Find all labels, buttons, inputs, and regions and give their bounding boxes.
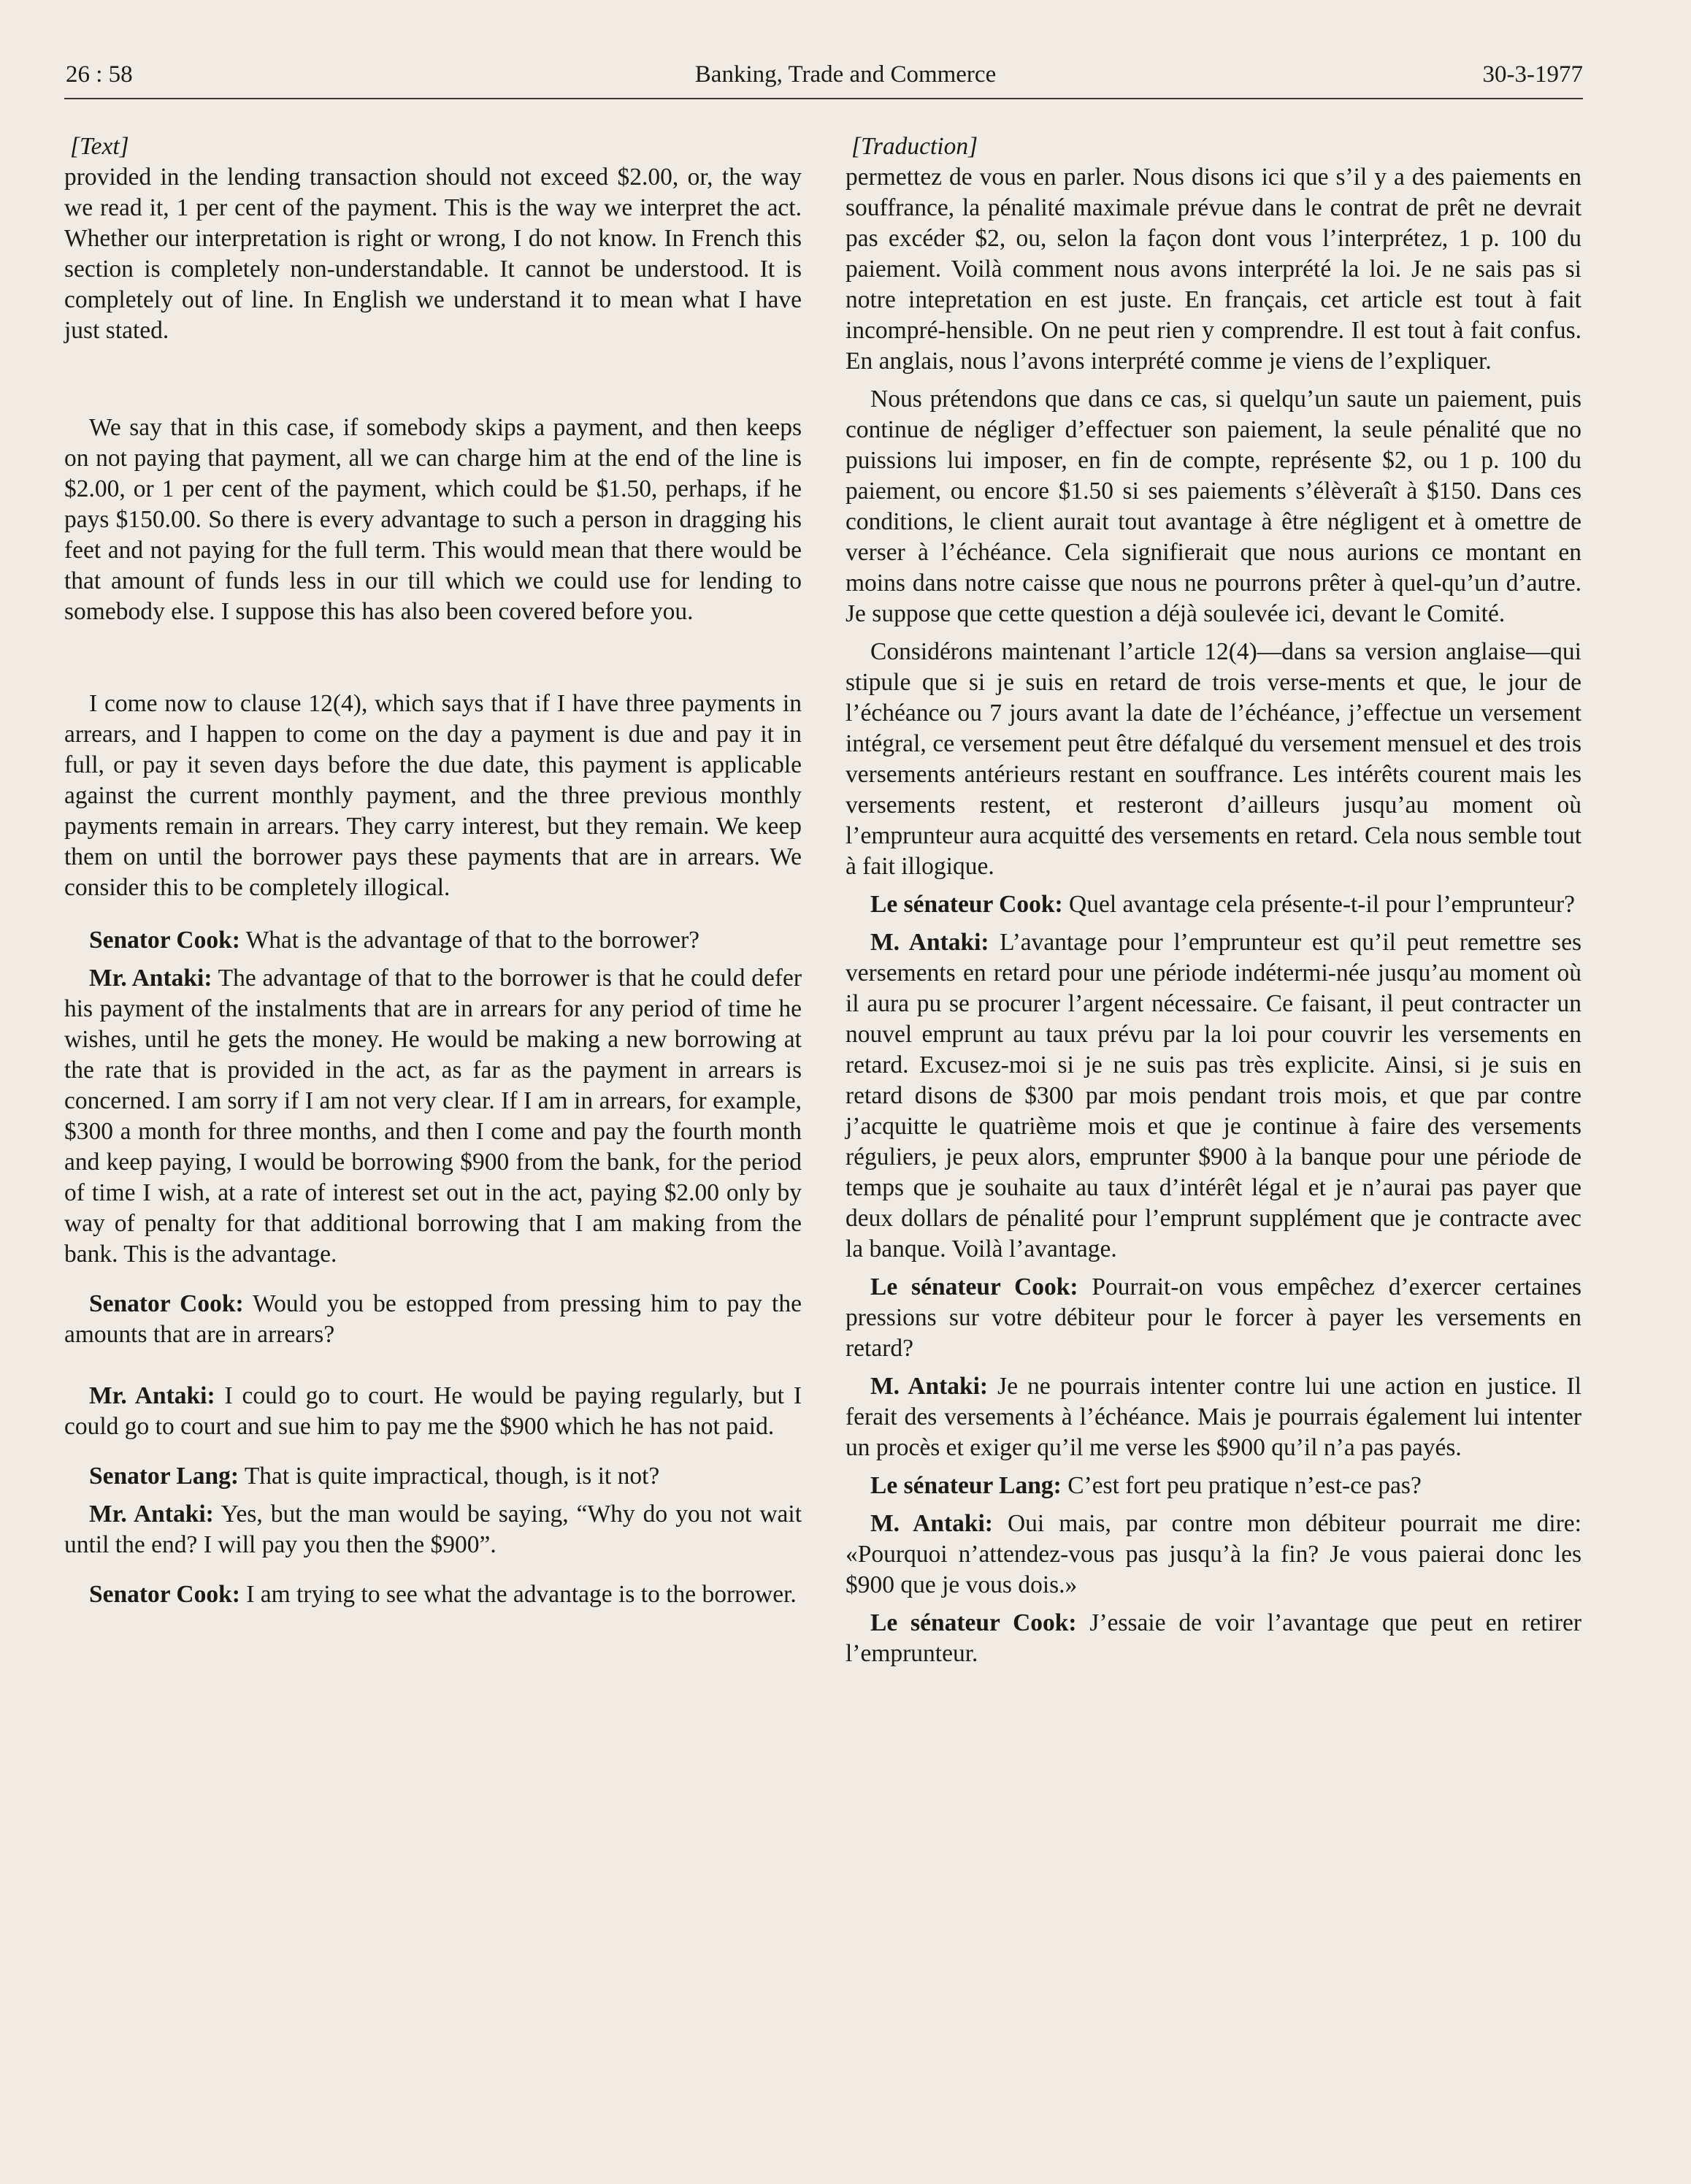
speaker: M. Antaki: [870, 1510, 993, 1537]
speaker: Mr. Antaki: [89, 965, 212, 992]
speech-text: Oui mais, par contre mon débiteur pourrait me dire: «Pourquoi n’attendez-vous pas jusqu’à la fin? Je vous paierai donc les $900 que je vous dois.» [846, 1510, 1581, 1598]
page-date: 30-3-1977 [1482, 61, 1583, 88]
speech-text: I am trying to see what the advantage is to the borrower. [239, 1581, 797, 1608]
speaker: Mr. Antaki: [89, 1501, 214, 1528]
speech [846, 1471, 1581, 1501]
speech-text: The advantage of that to the borrower is that he could defer his payment of the instalments that are in arrears for any period of time he wishes, until he gets the money. He would be making a new borrowing at the rate that is provided in the act, as far as the payment in arrears is concerned. I am sorry if I am not very clear. If I am in arrears, for example, $300 a month for three months, and then I come and pay the fourth month and keep paying, I would be borrowing $900 from the bank, for the period of time I wish, at a rate of interest set out in the act, paying $2.00 only by way of penalty for that additional borrowing that I am making from the bank. This is the advantage. [64, 965, 802, 1268]
speech [64, 1579, 802, 1610]
paragraph: Nous prétendons que dans ce cas, si quelqu’un saute un paiement, puis continue de négliger d’effectuer son paiement, la seule pénalité que no puissions lui imposer, en fin de compte, représente $2, ou 1 p. 100 du paiement, ou encore $1.50 si ses paiements s’élèveraît à $150. Dans ces conditions, le client aurait tout avantage à être négligent et à omettre de verser à l’échéance. Cela signifierait que nous aurions ce montant en moins dans notre caisse que nous ne pourrons prêter à quel-qu’un d’autre. Je suppose que cette question a déjà soulevée ici, devant le Comité. [846, 386, 1581, 627]
speech [846, 927, 1581, 1265]
speaker: M. Antaki: [870, 1373, 989, 1400]
speech [64, 1461, 802, 1492]
speech-text: Would you be estopped from pressing him to pay the amounts that are in arrears? [64, 1290, 802, 1348]
speaker: Le sénateur Cook: [870, 1273, 1078, 1300]
section-tag: [Text] [70, 133, 129, 160]
header-rule [64, 98, 1583, 99]
paragraph: Considérons maintenant l’article 12(4)—dans sa version anglaise—qui stipule que si je suis en retard de trois verse-ments et que, le jour de l’échéance ou 7 jours avant la date de l’échéance, j’effectue un versement intégral, ce versement peut être défalqué du versement mensuel et des trois versements antérieurs restant en souffrance. Les intérêts courent mais les versements restent, et resteront d’ailleurs jusqu’au moment où l’emprunteur aura acquitté des versements en retard. Cela nous semble tout à fait illogique. [846, 638, 1581, 880]
speech [64, 1289, 802, 1350]
speaker: Senator Cook: [89, 927, 240, 954]
page-number: 26 : 58 [66, 61, 133, 88]
speaker: Mr. Antaki: [89, 1382, 215, 1409]
running-title: Banking, Trade and Commerce [694, 61, 997, 88]
speaker: Le sénateur Cook: [870, 1609, 1077, 1636]
speech-text: C’est fort peu pratique n’est-ce pas? [1061, 1472, 1422, 1499]
speaker: Senator Lang: [89, 1463, 239, 1490]
french-column [846, 131, 1581, 1669]
speech-text: J’essaie de voir l’avantage que peut en retirer l’emprunteur. [846, 1609, 1581, 1667]
speech [846, 1272, 1581, 1364]
speech [64, 1381, 802, 1442]
speaker: M. Antaki: [870, 929, 989, 956]
speech-text: Pourrait-on vous empêchez d’exercer certaines pressions sur votre débiteur pour le forcer à payer les versements en retard? [846, 1273, 1581, 1362]
speaker: Le sénateur Cook: [870, 891, 1063, 918]
speech-text: L’avantage pour l’emprunteur est qu’il peut remettre ses versements en retard pour une période indétermi-née jusqu’au moment où il aura pu se procurer l’argent nécessaire. Ce faisant, il peut contracter un nouvel emprunt au taux prévu par la loi pour couvrir les versements en retard. Excusez-moi si je ne suis pas très explicite. Ainsi, si je suis en retard disons de $300 par mois pendant trois mois, et que par contre j’acquitte le quatrième mois et que je continue à faire des versements réguliers, je peux alors, emprunter $900 à la banque pour une période de temps que je souhaite au taux d’intérêt légal et je n’aurai pas payer que deux dollars de pénalité pour l’emprunt supplément que je contracte avec la banque. Voilà l’avantage. [846, 929, 1581, 1262]
paragraph: I come now to clause 12(4), which says that if I have three payments in arrears, and I happen to come on the day a payment is due and pay it in full, or pay it seven days before the due date, this payment is applicable against the current monthly payment, and the three previous monthly payments remain in arrears. They carry interest, but they remain. We keep them on until the borrower pays these payments that are in arrears. We consider this to be completely illogical. [64, 690, 802, 901]
speech [846, 1509, 1581, 1601]
speaker: Le sénateur Lang: [870, 1472, 1062, 1499]
speech [64, 1499, 802, 1560]
english-column [64, 131, 802, 1610]
speech-text: What is the advantage of that to the borrower? [239, 927, 700, 954]
speech [846, 889, 1581, 920]
paragraph: We say that in this case, if somebody skips a payment, and then keeps on not paying that payment, all we can charge him at the end of the line is $2.00, or 1 per cent of the payment, which could be $1.50, perhaps, if he pays $150.00. So there is every advantage to such a person in dragging his feet and not paying for the full term. This would mean that there would be that amount of funds less in our till which we could use for lending to somebody else. I suppose this has also been covered before you. [64, 414, 802, 625]
speech-text: I could go to court. He would be paying regularly, but I could go to court and sue him to pay me the $900 which he has not paid. [64, 1382, 802, 1440]
speech-text: Je ne pourrais intenter contre lui une action en justice. Il ferait des versements à l’échéance. Mais je pourrais également lui intenter un procès et exiger qu’il me verse les $900 qu’il n’a pas payés. [846, 1373, 1581, 1461]
speech [846, 1371, 1581, 1463]
section-tag: [Traduction] [851, 133, 978, 160]
speech [64, 963, 802, 1270]
speech-text: Quel avantage cela présente-t-il pour l’emprunteur? [1062, 891, 1575, 918]
speaker: Senator Cook: [89, 1581, 240, 1608]
paragraph: permettez de vous en parler. Nous disons ici que s’il y a des paiements en souffrance, la pénalité maximale prévue dans le contrat de prêt ne devrait pas excéder $2, ou, selon la façon dont vous l’interprétez, 1 p. 100 du paiement. Voilà comment nous avons interprété la loi. Je ne sais pas si notre intepretation en est juste. En français, cet article est tout à fait incompré-hensible. On ne peut rien y comprendre. Il est tout à fait confus. En anglais, nous l’avons interprété comme je viens de l’expliquer. [846, 164, 1581, 375]
speech-text: That is quite impractical, though, is it not? [239, 1463, 660, 1490]
speech-text: Yes, but the man would be saying, “Why do you not wait until the end? I will pay you then the $900”. [64, 1501, 802, 1558]
speaker: Senator Cook: [89, 1290, 244, 1317]
speech [846, 1608, 1581, 1669]
speech [64, 925, 802, 956]
paragraph: provided in the lending transaction should not exceed $2.00, or, the way we read it, 1 per cent of the payment. This is the way we interpret the act. Whether our interpretation is right or wrong, I do not know. In French this section is completely non-understandable. It cannot be understood. It is completely out of line. In English we understand it to mean what I have just stated. [64, 164, 802, 344]
